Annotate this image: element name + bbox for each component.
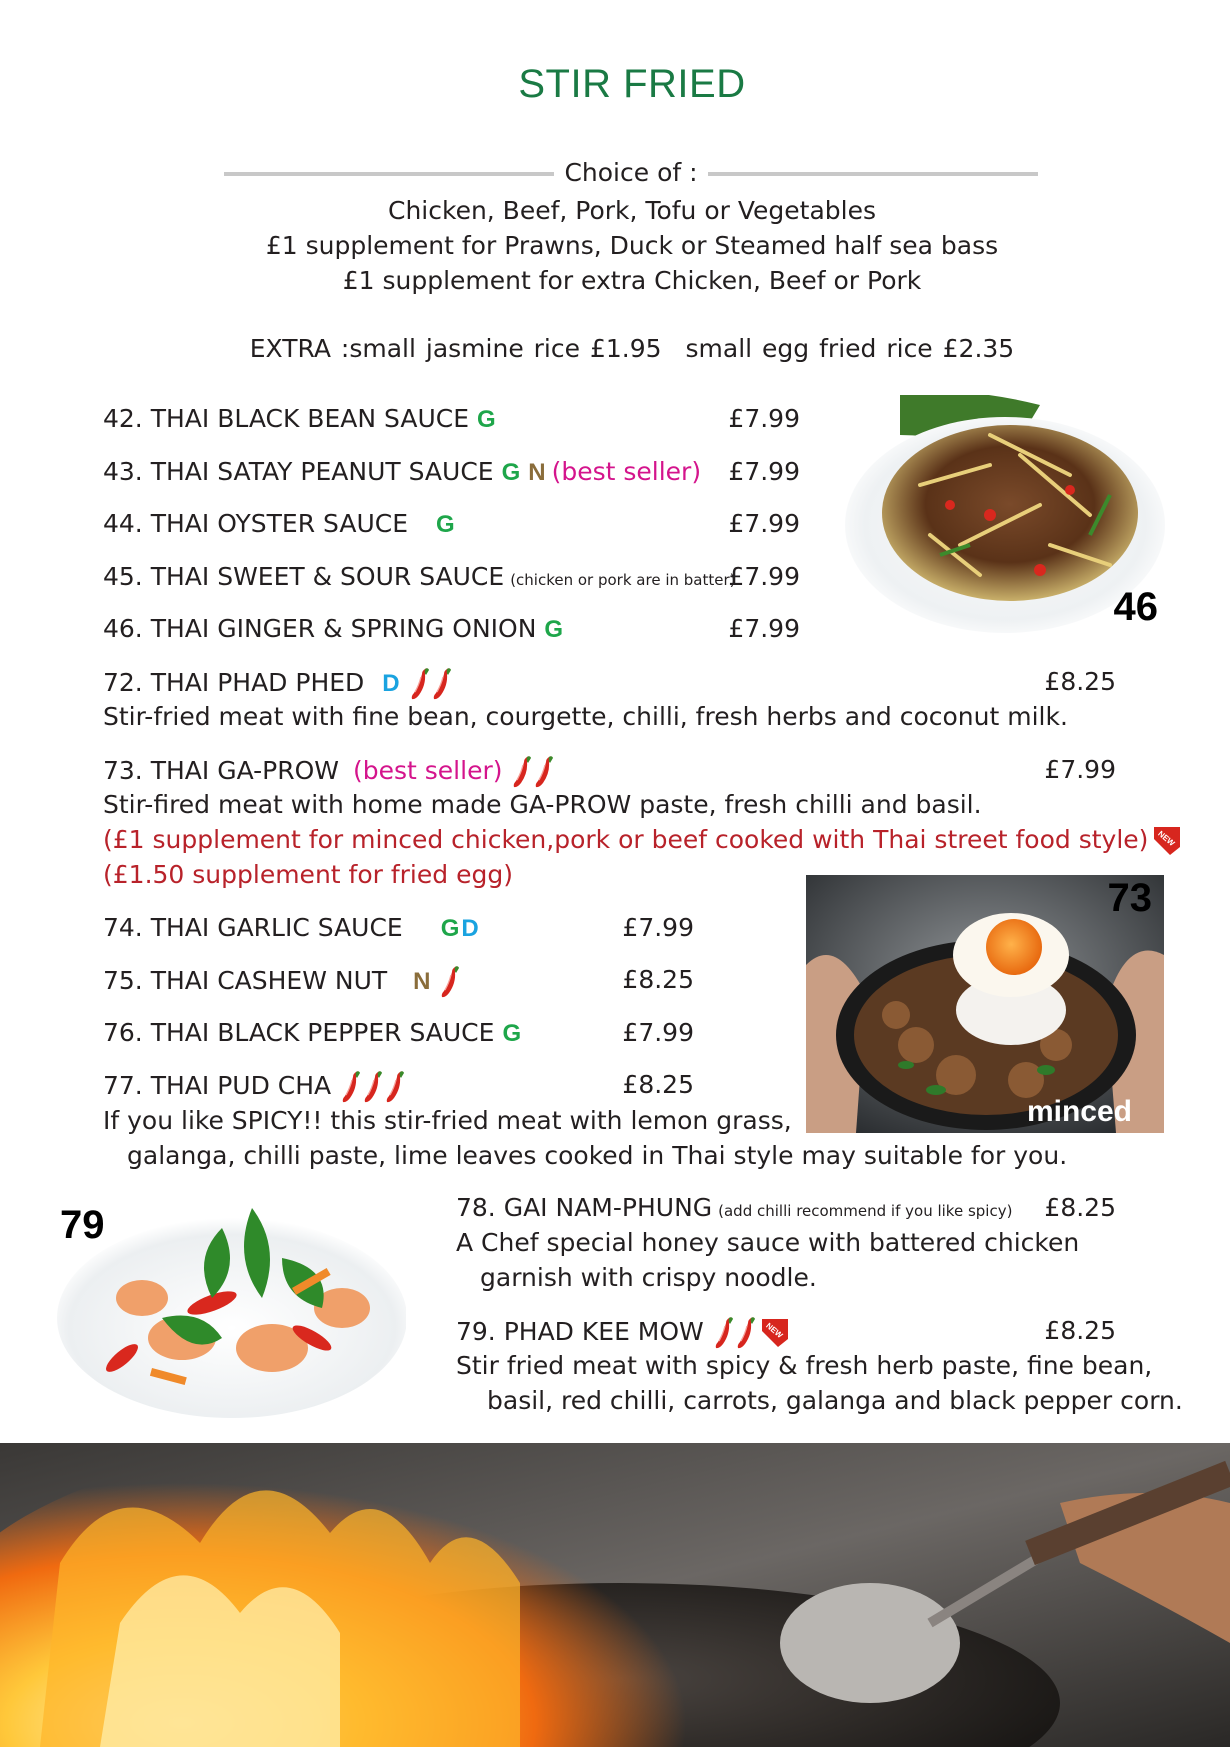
item-price: £7.99	[728, 457, 800, 486]
menu-item-44	[103, 509, 455, 539]
dish-photo-79	[42, 1188, 406, 1420]
menu-item-75	[103, 965, 460, 999]
menu-item-74	[103, 913, 479, 943]
new-badge-icon	[760, 1317, 790, 1349]
menu-item-43	[103, 457, 701, 487]
gluten-free-tag: G	[501, 459, 521, 486]
intro-line: £1 supplement for extra Chicken, Beef or Pork	[342, 266, 922, 295]
dish-photo-73	[806, 875, 1164, 1133]
item-price: £8.25	[1044, 1316, 1116, 1345]
choice-header	[224, 158, 1038, 194]
item-name: 45. THAI SWEET & SOUR SAUCE	[103, 562, 505, 591]
item-price: £8.25	[1044, 667, 1116, 696]
gluten-free-tag: G	[544, 616, 564, 643]
chilli-icon	[512, 755, 532, 789]
item-description: If you like SPICY!! this stir-fried meat with lemon grass,	[103, 1106, 792, 1135]
extra-rice: EXTRA :small jasmine rice £1.95	[249, 334, 662, 363]
intro-text	[0, 193, 1230, 298]
item-description: Stir-fired meat with home made GA-PROW paste, fresh chilli and basil.	[103, 790, 982, 819]
menu-item-45	[103, 562, 736, 591]
chilli-icon	[736, 1316, 756, 1350]
item-description: galanga, chilli paste, lime leaves cooked in Thai style may suitable for you.	[127, 1141, 1068, 1170]
chilli-icon	[363, 1070, 383, 1104]
photo-number-79: 79	[60, 1203, 105, 1247]
item-name: 72. THAI PHAD PHED	[103, 668, 365, 697]
menu-item-79	[456, 1316, 790, 1350]
nuts-tag: N	[528, 459, 546, 486]
gluten-free-tag: G	[502, 1020, 522, 1047]
item-name: 75. THAI CASHEW NUT	[103, 966, 388, 995]
item-price: £7.99	[728, 562, 800, 591]
supplement-note: (£1.50 supplement for fried egg)	[103, 860, 513, 889]
item-price: £8.25	[622, 965, 694, 994]
item-name: 76. THAI BLACK PEPPER SAUCE	[103, 1018, 495, 1047]
item-name: 74. THAI GARLIC SAUCE	[103, 913, 403, 942]
item-small-note: (add chilli recommend if you like spicy)	[718, 1202, 1013, 1220]
gluten-free-tag: G	[440, 915, 460, 942]
item-price: £7.99	[728, 614, 800, 643]
item-price: £7.99	[728, 509, 800, 538]
item-price: £7.99	[728, 404, 800, 433]
chilli-icon	[534, 755, 554, 789]
item-name: 46. THAI GINGER & SPRING ONION	[103, 614, 537, 643]
menu-item-78	[456, 1193, 1012, 1222]
photo-number-73: 73	[1107, 876, 1152, 920]
item-name: 44. THAI OYSTER SAUCE	[103, 509, 409, 538]
new-badge-icon	[1152, 825, 1182, 857]
chilli-icon	[341, 1070, 361, 1104]
menu-item-77	[103, 1070, 405, 1104]
item-name: 79. PHAD KEE MOW	[456, 1317, 704, 1346]
menu-item-73	[103, 755, 554, 789]
intro-line: Chicken, Beef, Pork, Tofu or Vegetables	[387, 196, 876, 225]
menu-item-72	[103, 667, 452, 701]
item-price: £8.25	[1044, 1193, 1116, 1222]
item-name: 77. THAI PUD CHA	[103, 1071, 332, 1100]
item-description: Stir fried meat with spicy & fresh herb paste, fine bean,	[456, 1351, 1153, 1380]
item-price: £8.25	[622, 1070, 694, 1099]
supplement-text: (£1 supplement for minced chicken,pork or beef cooked with Thai street food style)	[103, 825, 1149, 854]
nuts-tag: N	[413, 968, 431, 995]
gluten-free-tag: G	[477, 406, 496, 433]
dairy-tag: D	[461, 915, 479, 942]
item-description: Stir-fried meat with fine bean, courgette, chilli, fresh herbs and coconut milk.	[103, 702, 1068, 731]
chilli-icon	[714, 1316, 734, 1350]
menu-item-76	[103, 1018, 521, 1048]
chilli-icon	[410, 667, 430, 701]
menu-item-42	[103, 404, 496, 434]
item-small-note: (chicken or pork are in batter)	[510, 571, 736, 589]
menu-item-46	[103, 614, 563, 644]
wok-flame-photo	[0, 1443, 1230, 1747]
supplement-note	[103, 825, 1182, 857]
item-price: £7.99	[622, 913, 694, 942]
dairy-tag: D	[382, 670, 400, 697]
item-name: 42. THAI BLACK BEAN SAUCE	[103, 404, 469, 433]
choice-label: Choice of :	[564, 158, 698, 187]
item-name: 78. GAI NAM-PHUNG	[456, 1193, 713, 1222]
photo-caption: minced	[1026, 1095, 1132, 1128]
dish-photo-46	[840, 395, 1170, 635]
extra-line	[0, 334, 1230, 363]
item-name: 73. THAI GA-PROW	[103, 756, 339, 785]
page-title: STIR FRIED	[518, 62, 746, 106]
item-name: 43. THAI SATAY PEANUT SAUCE	[103, 457, 494, 486]
item-description: A Chef special honey sauce with battered chicken	[456, 1228, 1080, 1257]
divider-right	[708, 172, 1038, 176]
extra-egg-rice: small egg fried rice £2.35	[685, 334, 1015, 363]
item-description: basil, red chilli, carrots, galanga and black pepper corn.	[487, 1386, 1183, 1415]
gluten-free-tag: G	[436, 511, 455, 538]
best-seller-note: (best seller)	[551, 457, 702, 486]
item-price: £7.99	[622, 1018, 694, 1047]
photo-number-46: 46	[1113, 585, 1158, 629]
intro-line: £1 supplement for Prawns, Duck or Steamed half sea bass	[265, 231, 999, 260]
chilli-icon	[432, 667, 452, 701]
item-description: garnish with crispy noodle.	[480, 1263, 817, 1292]
best-seller-note: (best seller)	[353, 756, 503, 785]
chilli-icon	[385, 1070, 405, 1104]
chilli-icon	[440, 965, 460, 999]
item-price: £7.99	[1044, 755, 1116, 784]
